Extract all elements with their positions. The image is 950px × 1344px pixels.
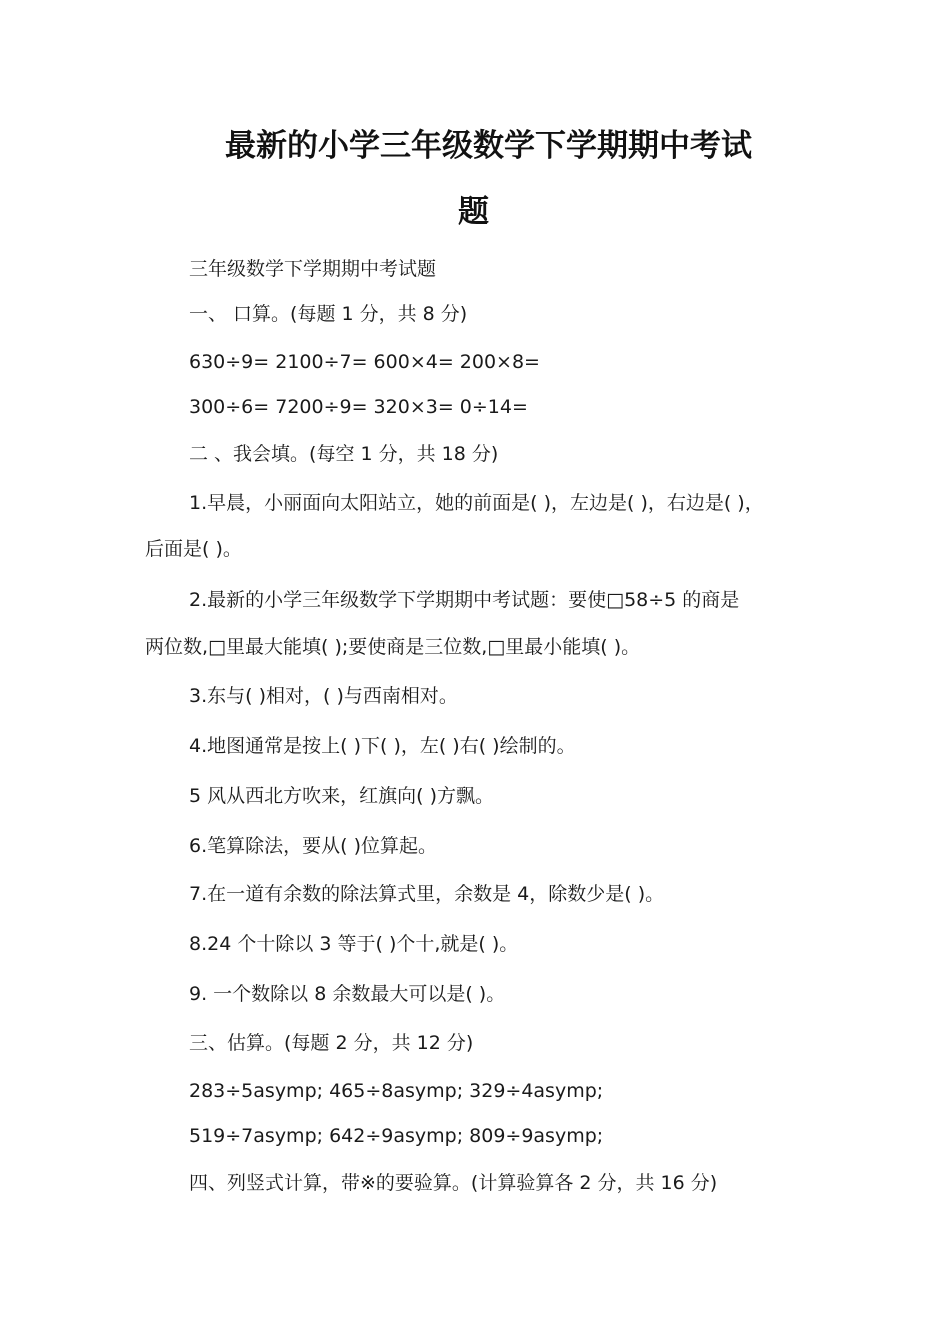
oral-calc-row-2: 300÷6= 7200÷9= 320×3= 0÷14= <box>189 396 528 418</box>
question-3: 3.东与( )相对，( )与西南相对。 <box>189 685 458 707</box>
question-1-continued: 后面是( )。 <box>145 538 242 560</box>
question-2: 2.最新的小学三年级数学下学期期中考试题：要使□58÷5 的商是 <box>189 589 740 611</box>
question-5: 5 风从西北方吹来，红旗向( )方飘。 <box>189 785 494 807</box>
estimate-row-2: 519÷7asymp; 642÷9asymp; 809÷9asymp; <box>189 1125 604 1147</box>
question-8: 8.24 个十除以 3 等于( )个十,就是( )。 <box>189 933 519 955</box>
section-heading-3: 三、估算。(每题 2 分，共 12 分) <box>189 1032 474 1054</box>
section-heading-4: 四、列竖式计算，带※的要验算。(计算验算各 2 分，共 16 分) <box>189 1172 718 1194</box>
question-2-continued: 两位数,□里最大能填( );要使商是三位数,□里最小能填( )。 <box>145 636 641 658</box>
oral-calc-row-1: 630÷9= 2100÷7= 600×4= 200×8= <box>189 351 540 373</box>
subtitle: 三年级数学下学期期中考试题 <box>189 258 437 280</box>
question-9: 9. 一个数除以 8 余数最大可以是( )。 <box>189 983 506 1005</box>
document-title: 最新的小学三年级数学下学期期中考试 <box>225 128 752 164</box>
question-7: 7.在一道有余数的除法算式里，余数是 4，除数少是( )。 <box>189 883 665 905</box>
section-heading-2: 二 、我会填。(每空 1 分，共 18 分) <box>189 443 499 465</box>
section-heading-1: 一、 口算。(每题 1 分，共 8 分) <box>189 303 468 325</box>
estimate-row-1: 283÷5asymp; 465÷8asymp; 329÷4asymp; <box>189 1080 604 1102</box>
document-title-continued: 题 <box>458 194 489 230</box>
question-4: 4.地图通常是按上( )下( )，左( )右( )绘制的。 <box>189 735 576 757</box>
question-6: 6.笔算除法，要从( )位算起。 <box>189 835 437 857</box>
question-1: 1.早晨，小丽面向太阳站立，她的前面是( )，左边是( )，右边是( )， <box>189 492 764 514</box>
